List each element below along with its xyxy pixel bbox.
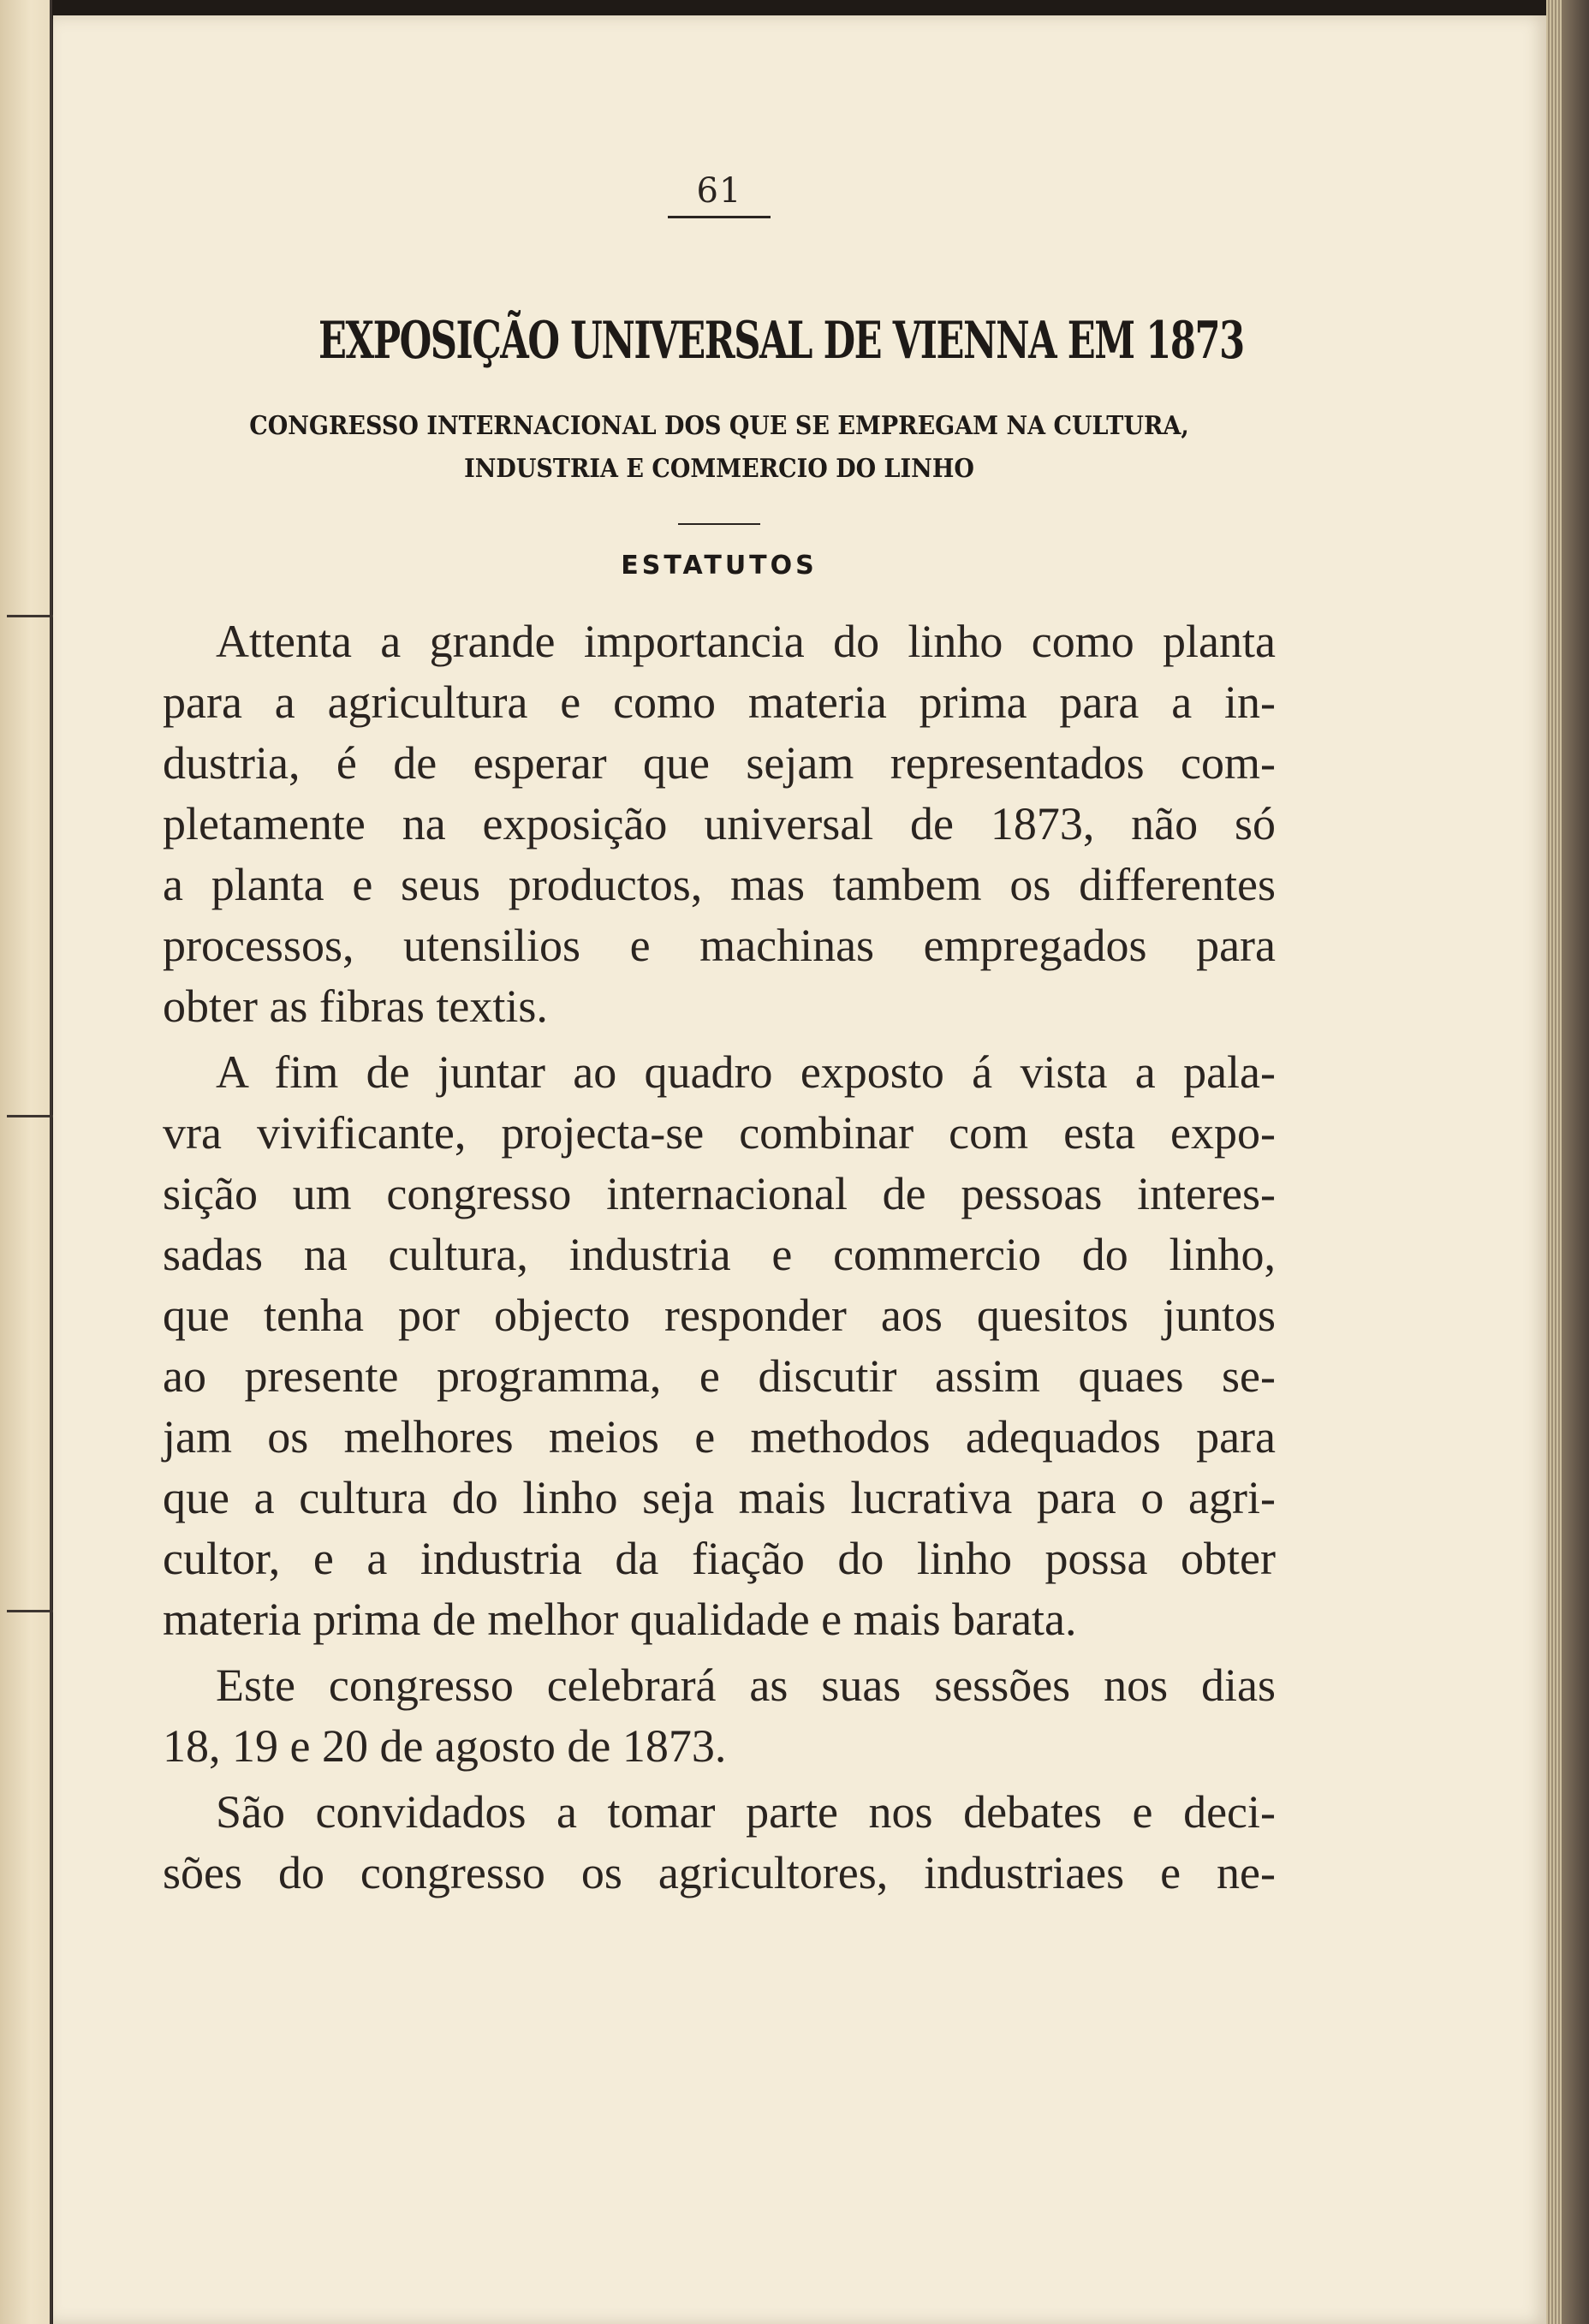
text-line: para a agricultura e como materia prima para a in- [163, 676, 1276, 728]
text-line: jam os melhores meios e methodos adequados para [163, 1411, 1276, 1463]
text-line: São convidados a tomar parte nos debates e deci- [216, 1786, 1276, 1838]
subtitle-line-2: INDUSTRIA E COMMERCIO DO LINHO [464, 454, 974, 484]
text-line: vra vivificante, projecta-se combinar com esta expo- [163, 1107, 1276, 1159]
margin-tick [7, 1115, 53, 1117]
paragraph-4 [163, 1782, 1276, 1904]
page-content [163, 171, 1276, 1909]
binding-line [50, 0, 52, 2324]
text-line: processos, utensilios e machinas empregados para [163, 920, 1276, 971]
page-number: 61 [696, 171, 742, 211]
text-line: 18, 19 e 20 de agosto de 1873. [163, 1720, 727, 1772]
margin-tick [7, 1610, 53, 1612]
paragraph-3 [163, 1655, 1276, 1777]
text-line: Este congresso celebrará as suas sessões nos dias [216, 1660, 1276, 1711]
text-line: pletamente na exposição universal de 1873, não só [163, 798, 1276, 849]
margin-tick [7, 615, 53, 617]
section-divider [678, 523, 760, 525]
text-line: que tenha por objecto responder aos quesitos juntos [163, 1290, 1276, 1341]
page-title: EXPOSIÇÃO UNIVERSAL DE VIENNA EM 1873 [318, 311, 1244, 371]
text-line: dustria, é de esperar que sejam representados com- [163, 737, 1276, 789]
text-line: sadas na cultura, industria e commercio do linho, [163, 1229, 1276, 1280]
paragraph-2 [163, 1042, 1276, 1650]
text-line: A fim de juntar ao quadro exposto á vista a pala- [216, 1046, 1276, 1098]
text-line: sição um congresso internacional de pessoas interes- [163, 1168, 1276, 1219]
body-text [163, 611, 1276, 1904]
text-line: materia prima de melhor qualidade e mais barata. [163, 1594, 1077, 1645]
paragraph-1 [163, 611, 1276, 1037]
text-line: sões do congresso os agricultores, industriaes e ne- [163, 1847, 1276, 1898]
section-heading: ESTATUTOS [621, 551, 818, 581]
page-stack-edge [1546, 0, 1562, 2324]
page-number-underline [668, 216, 771, 218]
text-line: ao presente programma, e discutir assim quaes se- [163, 1350, 1276, 1402]
text-line: cultor, e a industria da fiação do linho possa obter [163, 1533, 1276, 1584]
subtitle [218, 405, 1220, 491]
text-line: a planta e seus productos, mas tambem os differentes [163, 859, 1276, 910]
left-page-edge [0, 0, 51, 2324]
text-line: Attenta a grande importancia do linho como planta [216, 616, 1276, 667]
subtitle-line-1: CONGRESSO INTERNACIONAL DOS QUE SE EMPREGAM NA CULTURA, [249, 411, 1189, 441]
text-line: que a cultura do linho seja mais lucrativa para o agri- [163, 1472, 1276, 1523]
text-line: obter as fibras textis. [163, 980, 548, 1032]
